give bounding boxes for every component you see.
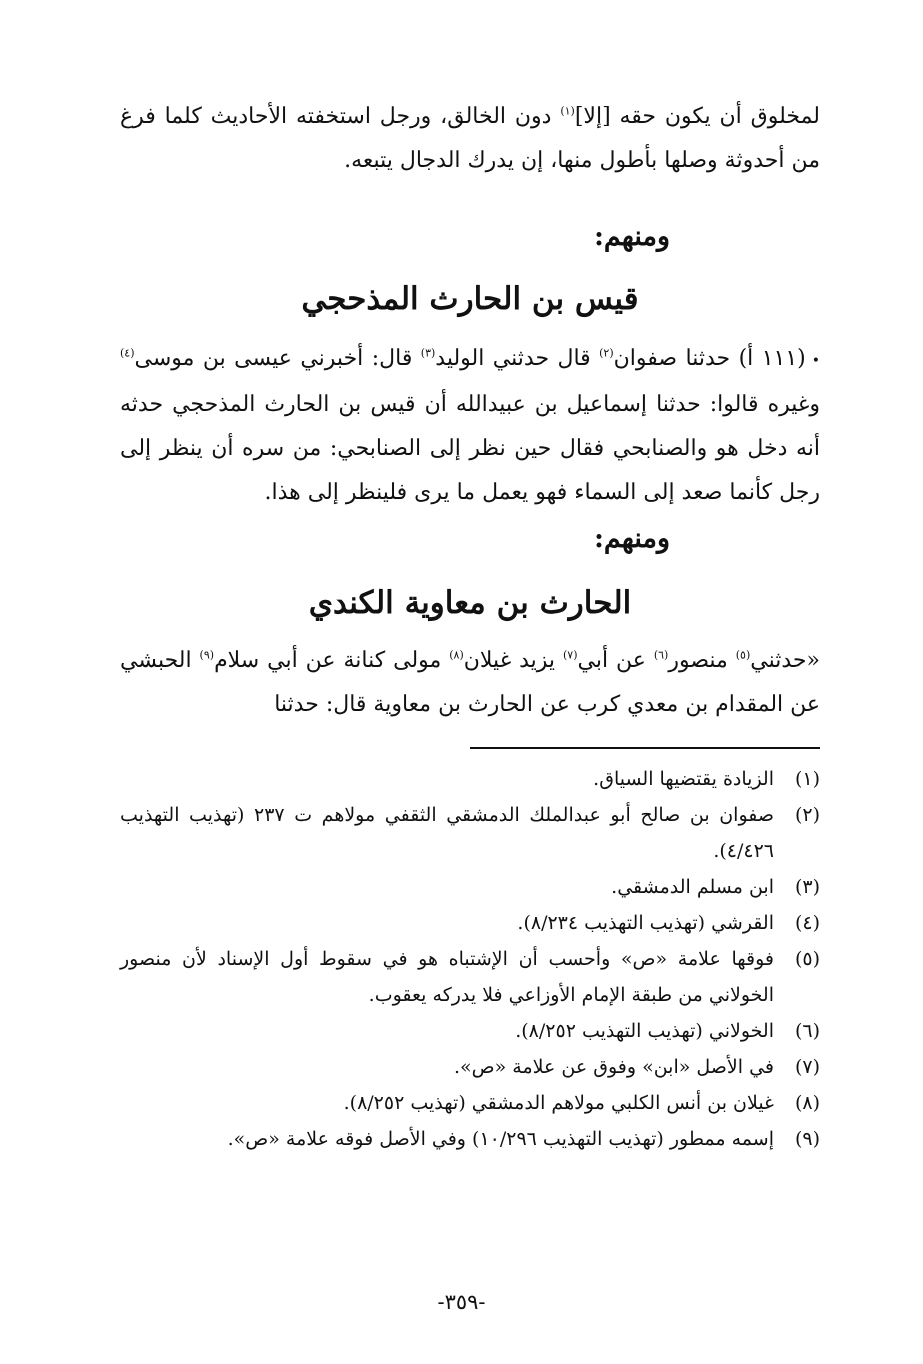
footnote-number: (٦) xyxy=(794,1020,820,1042)
section2-paragraph xyxy=(120,639,820,727)
footnote-item xyxy=(120,1121,820,1157)
section1-subheading: ومنهم: xyxy=(593,221,670,252)
section2-seg4: يزيد غيلان xyxy=(463,648,563,673)
footnote-item xyxy=(120,761,820,797)
footnote-text: الزيادة يقتضيها السياق. xyxy=(593,768,774,790)
section2-subheading: ومنهم: xyxy=(593,523,670,554)
footnote-ref-1[interactable]: (١) xyxy=(560,104,575,118)
footnote-number: (٧) xyxy=(794,1056,820,1078)
footnote-ref-6[interactable]: (٦) xyxy=(653,648,669,662)
footnote-text: صفوان بن صالح أبو عبدالملك الدمشقي الثقفي مولاهم ت ٢٣٧ (تهذيب التهذيب ٤/٤٢٦). xyxy=(120,804,774,862)
section1-seg3: قال: أخبرني عيسى بن موسى xyxy=(134,346,421,371)
footnote-item xyxy=(120,1085,820,1121)
section2-seg6: الحبشي عن المقدام بن معدي كرب عن الحارث بن معاوية قال: حدثنا xyxy=(120,648,820,717)
footnote-ref-3[interactable]: (٣) xyxy=(420,346,436,360)
footnote-text: ابن مسلم الدمشقي. xyxy=(611,876,774,898)
footnote-item xyxy=(120,905,820,941)
section2-seg1: «حدثني xyxy=(750,648,820,673)
footnote-number: (٨) xyxy=(794,1092,820,1114)
footnote-text: فوقها علامة «ص» وأحسب أن الإشتباه هو في سقوط أول الإسناد لأن منصور الخولاني من طبقة الإمام الأوزاعي فلا يدركه يعقوب. xyxy=(120,948,774,1006)
footnote-text: القرشي (تهذيب التهذيب ٨/٢٣٤). xyxy=(517,912,774,934)
intro-text-before: لمخلوق أن يكون حقه [إلا] xyxy=(574,104,820,129)
bullet-icon: • xyxy=(811,353,821,369)
footnote-item xyxy=(120,869,820,905)
footnote-item xyxy=(120,941,820,1013)
section2-seg3: عن أبي xyxy=(577,648,654,673)
intro-text-after: دون الخالق، ورجل استخفته الأحاديث كلما فرغ من أحدوثة وصلها بأطول منها، إن يدرك الدجال يتبعه. xyxy=(120,104,820,173)
footnote-ref-4[interactable]: (٤) xyxy=(120,346,135,360)
section2-seg5: مولى كنانة عن أبي سلام xyxy=(214,648,450,673)
footnote-item xyxy=(120,1049,820,1085)
section1-title: قيس بن الحارث المذحجي xyxy=(301,281,639,317)
section1-seg1: (١١١ أ) حدثنا صفوان xyxy=(613,346,806,371)
section2-seg2: منصور xyxy=(668,648,736,673)
footnote-divider xyxy=(470,747,820,749)
footnote-number: (٤) xyxy=(794,912,820,934)
footnote-item xyxy=(120,797,820,869)
footnote-ref-5[interactable]: (٥) xyxy=(735,648,751,662)
footnote-ref-7[interactable]: (٧) xyxy=(562,648,578,662)
footnote-text: الخولاني (تهذيب التهذيب ٨/٢٥٢). xyxy=(515,1020,774,1042)
footnote-text: إسمه ممطور (تهذيب التهذيب ١٠/٢٩٦) وفي الأصل فوقه علامة «ص». xyxy=(227,1128,774,1150)
footnote-ref-2[interactable]: (٢) xyxy=(599,346,614,360)
page-body xyxy=(120,95,820,1157)
section1-seg2: قال حدثني الوليد xyxy=(435,346,600,371)
footnote-number: (١) xyxy=(794,768,820,790)
footnote-number: (٩) xyxy=(794,1128,820,1150)
footnote-item xyxy=(120,1013,820,1049)
section1-paragraph xyxy=(120,337,820,515)
footnote-number: (٥) xyxy=(794,948,820,970)
footnote-number: (٢) xyxy=(794,804,820,826)
intro-paragraph xyxy=(120,95,820,183)
footnote-ref-8[interactable]: (٨) xyxy=(449,648,464,662)
footnote-ref-9[interactable]: (٩) xyxy=(199,648,215,662)
footnote-number: (٣) xyxy=(794,876,820,898)
section1-seg4: وغيره قالوا: حدثنا إسماعيل بن عبيدالله أن قيس بن الحارث المذحجي حدثه أنه دخل هو والصنابحي فقال حين نظر إلى الصنابحي: من سره أن ينظر إلى رجل كأنما صعد إلى السماء فهو يعمل ما يرى فلينظر إلى هذا. xyxy=(120,392,820,505)
footnotes-list xyxy=(120,761,820,1157)
footnote-text: في الأصل «ابن» وفوق عن علامة «ص». xyxy=(454,1056,774,1078)
page-number: -٣٥٩- xyxy=(437,1290,486,1314)
section2-title: الحارث بن معاوية الكندي xyxy=(308,585,632,621)
footnote-text: غيلان بن أنس الكلبي مولاهم الدمشقي (تهذيب ٨/٢٥٢). xyxy=(343,1092,774,1114)
